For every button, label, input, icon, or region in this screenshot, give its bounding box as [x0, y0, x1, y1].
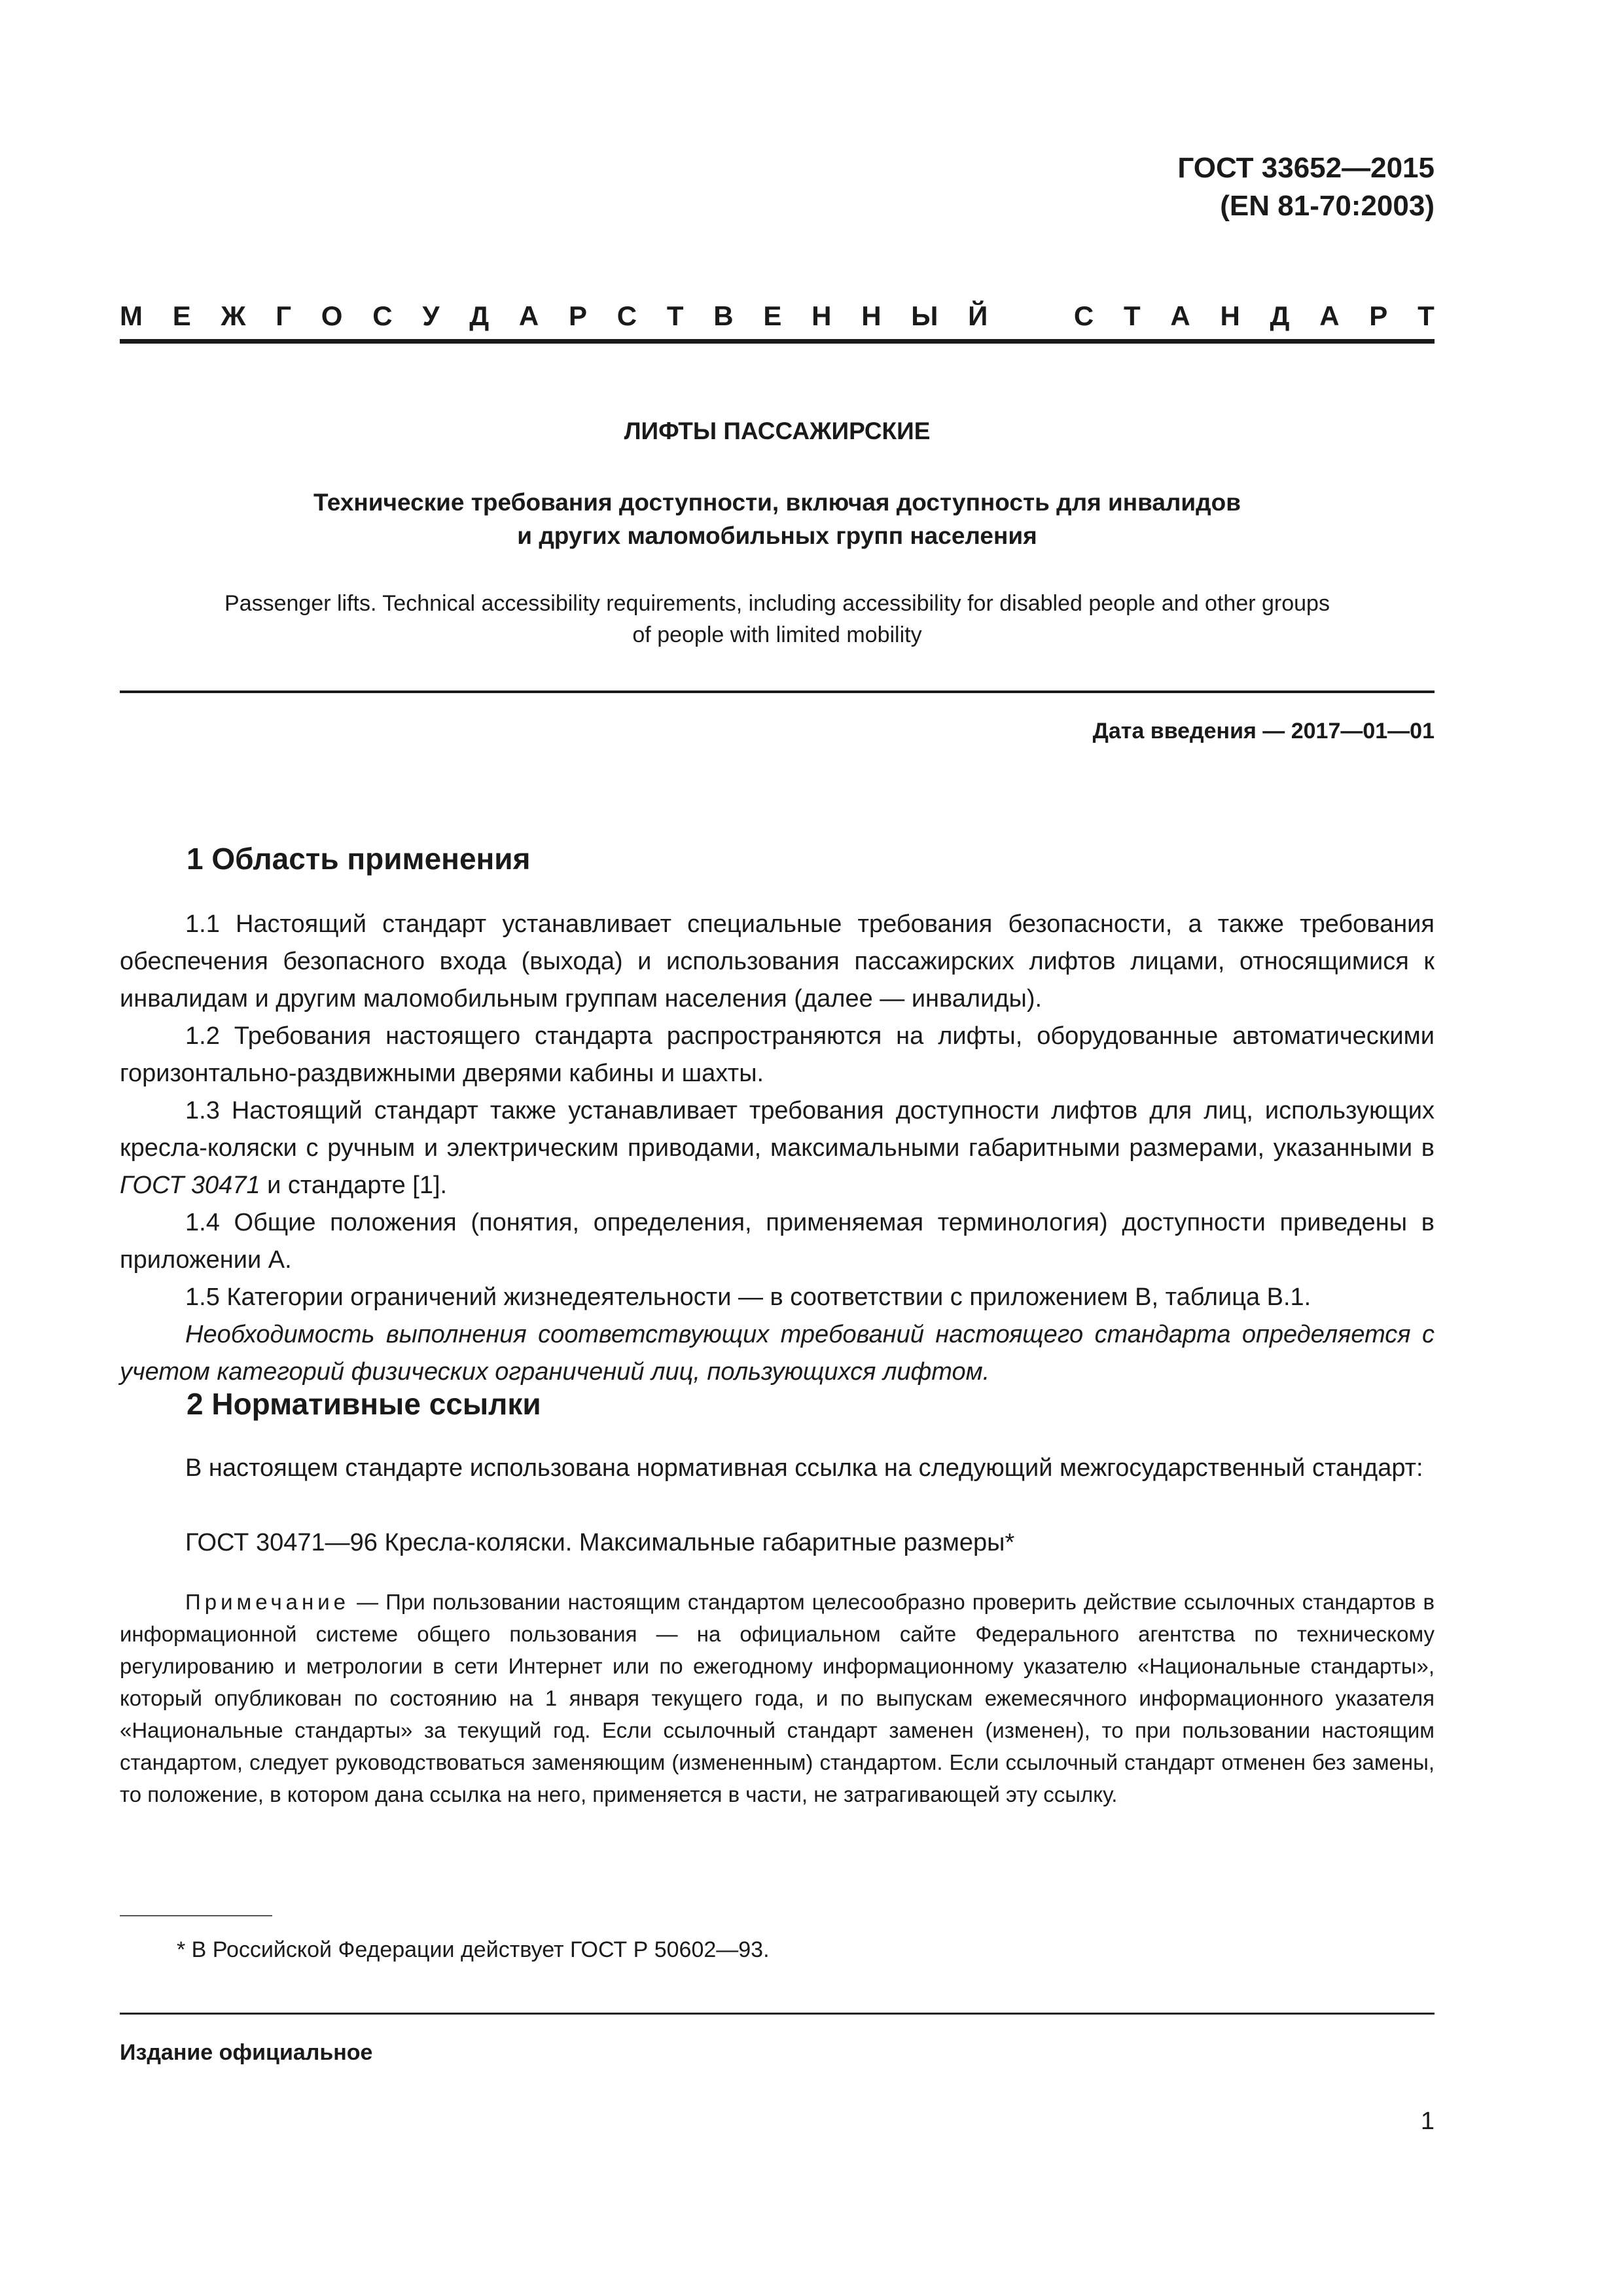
header-rule	[120, 339, 1435, 344]
document-subtitle	[120, 486, 1435, 552]
standard-equivalent: (EN 81-70:2003)	[1220, 190, 1435, 222]
paragraph-1-5: 1.5 Категории ограничений жизнедеятельности — в соответствии с приложением В, таблица В.1.	[185, 1283, 1311, 1311]
banner-letter: С	[1073, 300, 1094, 331]
banner-letter: Р	[568, 300, 587, 331]
title-rule	[120, 691, 1435, 693]
page-number: 1	[1420, 2108, 1435, 2135]
standard-number: ГОСТ 33652—2015	[1177, 152, 1435, 184]
note-text: — При пользовании настоящим стандартом целесообразно проверить действие ссылочных стандартов в информационной системе общего пользования — на официальном сайте Федерального агентства по техническому регулированию и метрологии в сети Интернет или по ежегодному информационному указателю «Национальные стандарты», который опубликован по состоянию на 1 января текущего года, и по выпускам ежемесячного информационного указателя «Национальные стандарты» за текущий год. Если ссылочный стандарт заменен (изменен), то при пользовании настоящим стандартом, следует руководствоваться заменяющим (измененным) стандартом. Если ссылочный стандарт отменен без замены, то положение, в котором дана ссылка на него, применяется в части, не затрагивающей эту ссылку.	[120, 1590, 1435, 1806]
banner-letter: Р	[1369, 300, 1388, 331]
paragraph-2-1: В настоящем стандарте использована нормативная ссылка на следующий межгосударственный стандарт:	[185, 1454, 1423, 1482]
footnote: * В Российской Федерации действует ГОСТ Р 50602—93.	[177, 1937, 770, 1962]
section-1-heading: 1 Область применения	[187, 842, 531, 876]
banner-letter: Т	[1123, 300, 1141, 331]
banner-letter: Ы	[911, 300, 938, 331]
document-subtitle-line-2: и других маломобильных групп населения	[517, 522, 1037, 549]
note-block	[120, 1586, 1435, 1810]
note-label: Примечание	[185, 1590, 350, 1614]
banner-letter: Т	[666, 300, 684, 331]
footnote-rule	[120, 1915, 272, 1916]
banner-letter: Й	[968, 300, 988, 331]
document-subtitle-line-1: Технические требования доступности, включая доступность для инвалидов	[313, 489, 1241, 516]
paragraph-1-2: 1.2 Требования настоящего стандарта распространяются на лифты, оборудованные автоматическими горизонтально-раздвижными дверями кабины и шахты.	[120, 1022, 1435, 1087]
banner-letter: С	[616, 300, 637, 331]
banner-letter: С	[372, 300, 393, 331]
banner-letter: Г	[276, 300, 292, 331]
introduction-date: Дата введения — 2017—01—01	[1092, 719, 1435, 744]
banner-letter: А	[1319, 300, 1340, 331]
interstate-standard-banner	[120, 296, 1435, 336]
document-title: ЛИФТЫ ПАССАЖИРСКИЕ	[624, 418, 931, 444]
paragraph-1-3: 1.3 Настоящий стандарт также устанавливает требования доступности лифтов для лиц, использующих кресла-коляски с ручным и электрическим приводами, максимальными габаритными размерами, указанными в ГОСТ 30471 и стандарте [1].	[120, 1097, 1435, 1199]
english-title	[120, 588, 1435, 651]
banner-letter: М	[120, 300, 143, 331]
gost-reference-link: ГОСТ 30471	[120, 1172, 260, 1199]
banner-letter: А	[1170, 300, 1190, 331]
english-title-line-1: Passenger lifts. Technical accessibility requirements, including accessibility for disabled people and other groups	[224, 591, 1330, 616]
paragraph-1-4: 1.4 Общие положения (понятия, определения, применяемая терминология) доступности приведены в приложении А.	[120, 1209, 1435, 1274]
standard-number-block	[1177, 149, 1435, 225]
banner-letter: Ж	[221, 300, 246, 331]
banner-letter: Д	[469, 300, 490, 331]
banner-letter: Т	[1418, 300, 1435, 331]
banner-letter: Д	[1270, 300, 1290, 331]
banner-letter: Н	[861, 300, 882, 331]
section-2-heading: 2 Нормативные ссылки	[187, 1387, 541, 1421]
banner-letter: Е	[172, 300, 191, 331]
english-title-line-2: of people with limited mobility	[632, 622, 922, 647]
banner-letter: Е	[763, 300, 782, 331]
paragraph-2-2: ГОСТ 30471—96 Кресла-коляски. Максимальные габаритные размеры*	[185, 1529, 1015, 1556]
banner-letter: У	[422, 300, 440, 331]
paragraph-1-1: 1.1 Настоящий стандарт устанавливает специальные требования безопасности, а также требования обеспечения безопасного входа (выхода) и использования пассажирских лифтов лицами, относящимися к инвалидам и другим маломобильным группам населения (далее — инвалиды).	[120, 910, 1435, 1013]
banner-letter: Н	[1220, 300, 1240, 331]
footer-rule	[120, 2013, 1435, 2015]
paragraph-1-5-italic: Необходимость выполнения соответствующих требований настоящего стандарта определяется с учетом категорий физических ограничений лиц, пользующихся лифтом.	[120, 1321, 1435, 1386]
official-edition-label: Издание официальное	[120, 2040, 373, 2065]
banner-letter: Н	[812, 300, 832, 331]
banner-letter: О	[321, 300, 343, 331]
banner-letter: В	[713, 300, 734, 331]
banner-letter: А	[518, 300, 539, 331]
